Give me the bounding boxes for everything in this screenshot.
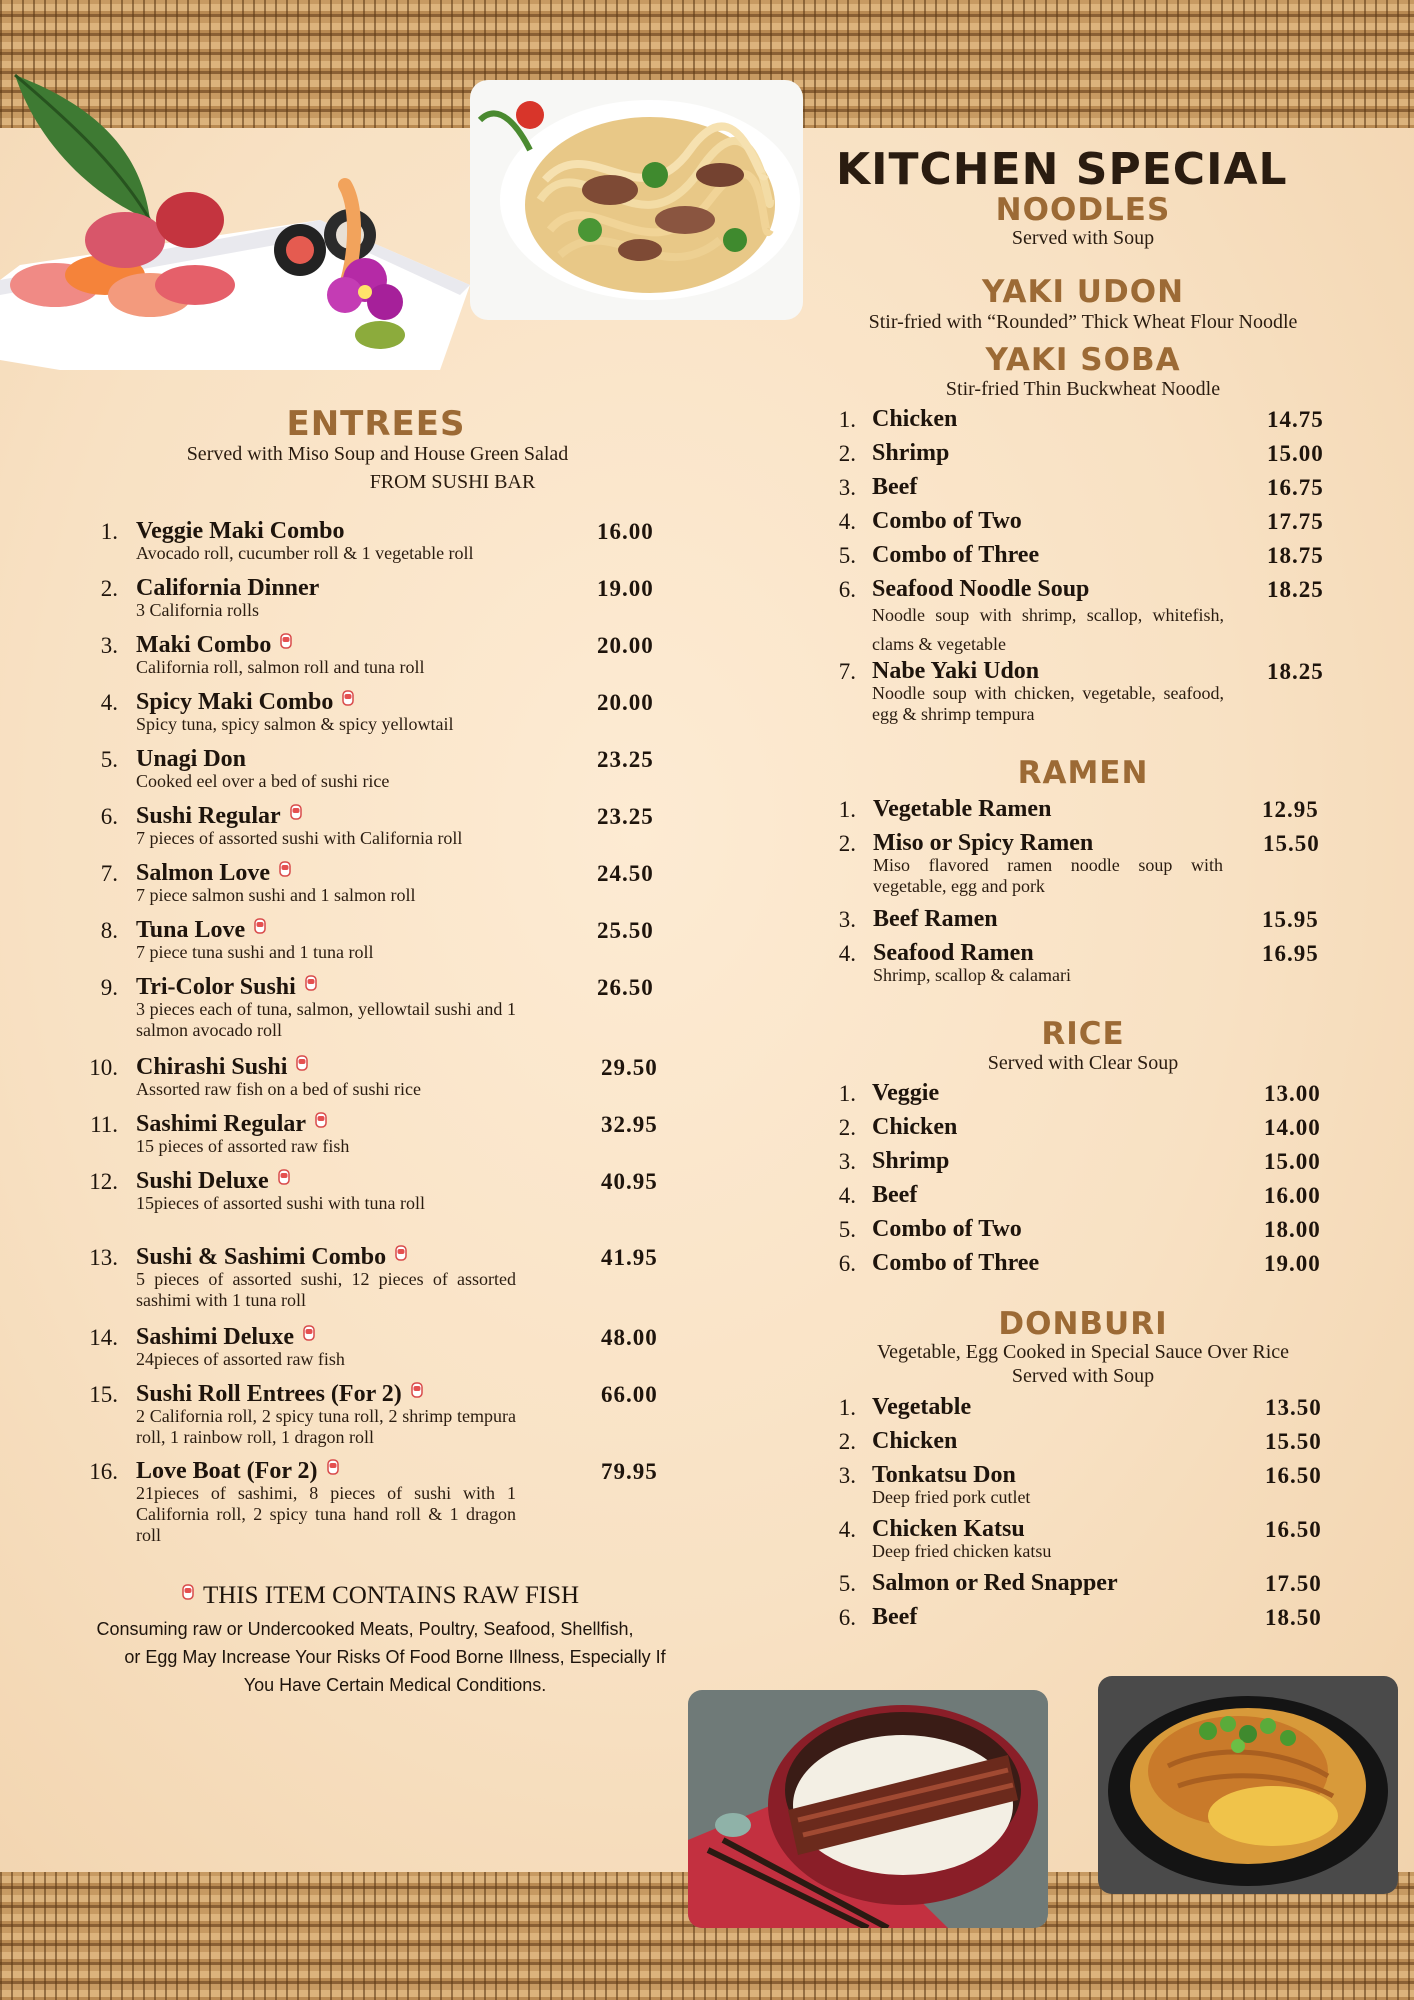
item-name [136,974,318,1001]
item-description: Spicy tuna, spicy salmon & spicy yellowtail [136,714,454,734]
item-price: 16.00 [597,519,654,544]
item-price: 15.95 [1262,907,1319,932]
item-price: 66.00 [601,1382,658,1407]
sushi-icon [302,1324,316,1342]
item-name-text: Tuna Love [136,917,246,943]
item-number: 3. [838,907,856,932]
item-name-text: Spicy Maki Combo [136,689,334,715]
noodles-title: NOODLES [995,192,1171,228]
item-name-text: Chicken [872,1428,958,1454]
item-name [136,1168,291,1195]
item-name-text: Veggie [872,1080,940,1106]
item-number: 11. [90,1112,118,1137]
item-number: 9. [100,975,118,1000]
item-number: 7. [100,861,118,886]
item-name-text: Combo of Three [872,1250,1040,1276]
raw-fish-label: THIS ITEM CONTAINS RAW FISH [202,1582,580,1609]
item-price: 15.50 [1265,1429,1322,1454]
item-price: 26.50 [597,975,654,1000]
item-name-text: Vegetable Ramen [873,796,1052,822]
item-number: 3. [838,1149,856,1174]
notice-line-1: Consuming raw or Undercooked Meats, Poultry, Seafood, Shellfish, [96,1619,634,1639]
notice-line-2: or Egg May Increase Your Risks Of Food Borne Illness, Especially If [124,1647,666,1667]
item-name [872,1462,1016,1489]
item-price: 23.25 [597,804,654,829]
item-name-text: Combo of Two [872,1216,1022,1242]
item-description: 7 pieces of assorted sushi with California roll [136,828,463,848]
yaki-udon-title: YAKI UDON [981,274,1185,310]
item-number: 4. [838,941,856,966]
item-name [872,1394,971,1421]
item-number: 4. [100,690,118,715]
item-name-text: Chicken Katsu [872,1516,1025,1542]
item-name-text: Sashimi Regular [136,1111,307,1137]
item-price: 25.50 [597,918,654,943]
item-price: 79.95 [601,1459,658,1484]
item-price: 16.50 [1265,1463,1322,1488]
item-description: Miso flavored ramen noodle soup with vegetable, egg and pork [873,855,1223,896]
item-name-text: Beef [872,1604,918,1630]
item-price: 16.75 [1267,475,1324,500]
item-name-text: Sushi Roll Entrees (For 2) [136,1381,402,1407]
item-name-text: California Dinner [136,575,320,601]
item-number: 12. [89,1169,118,1194]
item-price: 24.50 [597,861,654,886]
item-name-text: Vegetable [872,1394,972,1420]
item-price: 41.95 [601,1245,658,1270]
item-description: 21pieces of sashimi, 8 pieces of sushi with 1 California roll, 2 spicy tuna hand roll & 1 dragon roll [136,1483,516,1545]
item-name-text: Combo of Three [872,542,1040,568]
item-name [873,906,998,933]
item-name [873,830,1093,857]
item-name-text: Shrimp [872,440,950,466]
item-number: 4. [838,509,856,534]
sushi-icon [394,1244,408,1262]
item-number: 4. [838,1183,856,1208]
item-number: 7. [838,659,856,684]
notice-line-3: You Have Certain Medical Conditions. [243,1675,547,1695]
item-price: 23.25 [597,747,654,772]
item-name [136,575,319,602]
item-description: Deep fried pork cutlet [872,1487,1031,1507]
item-price: 18.50 [1265,1605,1322,1630]
item-number: 1. [838,1081,856,1106]
sushi-icon [341,689,355,707]
item-number: 6. [838,1251,856,1276]
item-description: Avocado roll, cucumber roll & 1 vegetable roll [136,543,474,563]
item-name [873,940,1034,967]
item-description: 7 piece tuna sushi and 1 tuna roll [136,942,374,962]
item-name [136,1381,424,1408]
item-name-text: Salmon Love [136,860,271,886]
item-price: 16.00 [1264,1183,1321,1208]
item-price: 13.50 [1265,1395,1322,1420]
item-description: 3 pieces each of tuna, salmon, yellowtail sushi and 1 salmon avocado roll [136,999,516,1040]
sushi-icon [410,1381,424,1399]
item-name-text: Shrimp [872,1148,950,1174]
item-number: 3. [838,475,856,500]
item-name [136,746,246,773]
item-name-text: Unagi Don [136,746,247,772]
item-price: 16.50 [1265,1517,1322,1542]
item-name [872,1080,939,1107]
item-number: 5. [100,747,118,772]
item-price: 14.75 [1267,407,1324,432]
item-number: 6. [100,804,118,829]
item-name-text: Tonkatsu Don [872,1462,1016,1488]
entrees-subtitle: Served with Miso Soup and House Green Salad [186,443,569,465]
item-price: 48.00 [601,1325,658,1350]
sushi-icon [304,974,318,992]
item-price: 19.00 [1264,1251,1321,1276]
item-name [872,1604,917,1631]
rice-subtitle: Served with Clear Soup [987,1052,1179,1074]
item-number: 13. [89,1245,118,1270]
item-number: 1. [100,519,118,544]
ramen-title: RAMEN [1017,755,1149,791]
item-description: 15pieces of assorted sushi with tuna roll [136,1193,425,1213]
item-name-text: Nabe Yaki Udon [872,658,1040,684]
rice-title: RICE [1041,1016,1125,1052]
item-price: 20.00 [597,633,654,658]
yaki-soba-subtitle: Stir-fried Thin Buckwheat Noodle [945,378,1221,400]
item-name [136,917,267,944]
sushi-icon [295,1054,309,1072]
item-number: 3. [100,633,118,658]
item-description: Cooked eel over a bed of sushi rice [136,771,390,791]
item-price: 29.50 [601,1055,658,1080]
donburi-subtitle-soup: Served with Soup [1011,1365,1155,1387]
item-number: 2. [838,441,856,466]
donburi-title: DONBURI [998,1306,1168,1342]
item-name-text: Veggie Maki Combo [136,518,345,544]
item-name-text: Chicken [872,406,958,432]
item-name-text: Seafood Ramen [873,940,1034,966]
item-name [136,1324,316,1351]
item-name [136,689,355,716]
item-name-text: Sashimi Deluxe [136,1324,295,1350]
item-name [136,803,303,830]
item-name [136,1054,309,1081]
item-name-text: Beef Ramen [873,906,998,932]
item-name-text: Sushi Regular [136,803,281,829]
sushi-icon [181,1583,195,1601]
item-name-text: Chicken [872,1114,958,1140]
item-price: 18.75 [1267,543,1324,568]
sushi-icon [278,860,292,878]
item-name-text: Combo of Two [872,508,1022,534]
item-number: 5. [838,1217,856,1242]
item-description: California roll, salmon roll and tuna roll [136,657,425,677]
item-description: Noodle soup with shrimp, scallop, whitefish, clams & vegetable [872,605,1224,654]
item-price: 20.00 [597,690,654,715]
item-description: Deep fried chicken katsu [872,1541,1052,1561]
item-name [136,860,292,887]
item-name [873,796,1051,823]
sushi-icon [253,917,267,935]
item-price: 18.25 [1267,659,1324,684]
item-number: 6. [838,1605,856,1630]
item-name [136,1458,340,1485]
item-number: 2. [838,1429,856,1454]
item-price: 18.25 [1267,577,1324,602]
item-price: 14.00 [1264,1115,1321,1140]
sushi-icon [289,803,303,821]
item-number: 5. [838,1571,856,1596]
item-description: Assorted raw fish on a bed of sushi rice [136,1079,421,1099]
yaki-udon-subtitle: Stir-fried with “Rounded” Thick Wheat Flour Noodle [868,311,1298,333]
item-number: 15. [89,1382,118,1407]
item-name [872,474,917,501]
item-price: 17.50 [1265,1571,1322,1596]
item-number: 1. [838,797,856,822]
item-number: 8. [100,918,118,943]
item-description: 15 pieces of assorted raw fish [136,1136,350,1156]
item-name-text: Maki Combo [136,632,272,658]
item-price: 12.95 [1262,797,1319,822]
item-number: 16. [89,1459,118,1484]
item-name [136,1244,408,1271]
item-name-text: Beef [872,474,918,500]
sushi-icon [279,632,293,650]
unagi-bowl-photo [688,1690,1048,1928]
item-price: 16.95 [1262,941,1319,966]
item-name [872,1428,957,1455]
item-name [136,632,293,659]
item-name [872,576,1089,603]
item-description: 5 pieces of assorted sushi, 12 pieces of assorted sashimi with 1 tuna roll [136,1269,516,1310]
item-description: 7 piece salmon sushi and 1 salmon roll [136,885,416,905]
item-name [872,406,957,433]
raw-fish-notice [0,1582,760,1610]
item-description: 24pieces of assorted raw fish [136,1349,345,1369]
item-name [872,1250,1039,1277]
item-name-text: Sushi & Sashimi Combo [136,1244,387,1270]
item-name-text: Chirashi Sushi [136,1054,288,1080]
item-price: 15.00 [1267,441,1324,466]
item-number: 14. [89,1325,118,1350]
item-price: 17.75 [1267,509,1324,534]
item-name [872,1148,949,1175]
sushi-platter-photo [0,70,490,375]
item-price: 13.00 [1264,1081,1321,1106]
item-description: 3 California rolls [136,600,259,620]
yaki-soba-title: YAKI SOBA [985,342,1181,378]
item-price: 18.00 [1264,1217,1321,1242]
noodles-subtitle: Served with Soup [1011,227,1155,249]
item-name [872,1182,917,1209]
item-name-text: Miso or Spicy Ramen [873,830,1094,856]
item-description: Noodle soup with chicken, vegetable, seafood, egg & shrimp tempura [872,683,1224,724]
item-name-text: Seafood Noodle Soup [872,576,1090,602]
item-number: 3. [838,1463,856,1488]
item-number: 4. [838,1517,856,1542]
item-price: 32.95 [601,1112,658,1137]
item-name-text: Salmon or Red Snapper [872,1570,1118,1596]
item-price: 40.95 [601,1169,658,1194]
item-name [872,1570,1118,1597]
item-number: 2. [838,831,856,856]
item-number: 10. [89,1055,118,1080]
item-name [872,1516,1025,1543]
item-name-text: Love Boat (For 2) [136,1458,318,1484]
noodles-photo [470,80,803,320]
donburi-subtitle: Vegetable, Egg Cooked in Special Sauce Over Rice [876,1341,1290,1363]
katsu-bowl-photo [1098,1676,1398,1894]
item-number: 6. [838,577,856,602]
sushi-icon [326,1458,340,1476]
sushi-icon [314,1111,328,1129]
entrees-subtitle-sushi-bar: FROM SUSHI BAR [369,471,536,493]
item-name-text: Beef [872,1182,918,1208]
entrees-title: ENTREES [286,404,466,444]
item-name [872,1114,957,1141]
item-name [872,440,949,467]
item-number: 5. [838,543,856,568]
kitchen-special-title: KITCHEN SPECIAL [836,144,1288,195]
item-description: 2 California roll, 2 spicy tuna roll, 2 shrimp tempura roll, 1 rainbow roll, 1 dragon roll [136,1406,516,1447]
item-price: 19.00 [597,576,654,601]
item-number: 2. [100,576,118,601]
item-name [136,518,344,545]
item-price: 15.50 [1263,831,1320,856]
item-name [136,1111,328,1138]
item-number: 2. [838,1115,856,1140]
item-name [872,1216,1022,1243]
sushi-icon [277,1168,291,1186]
item-name [872,658,1039,685]
item-name [872,508,1022,535]
item-number: 1. [838,407,856,432]
item-name-text: Sushi Deluxe [136,1168,269,1194]
item-name [872,542,1039,569]
item-description: Shrimp, scallop & calamari [873,965,1071,985]
item-number: 1. [838,1395,856,1420]
item-price: 15.00 [1264,1149,1321,1174]
item-name-text: Tri-Color Sushi [136,974,296,1000]
